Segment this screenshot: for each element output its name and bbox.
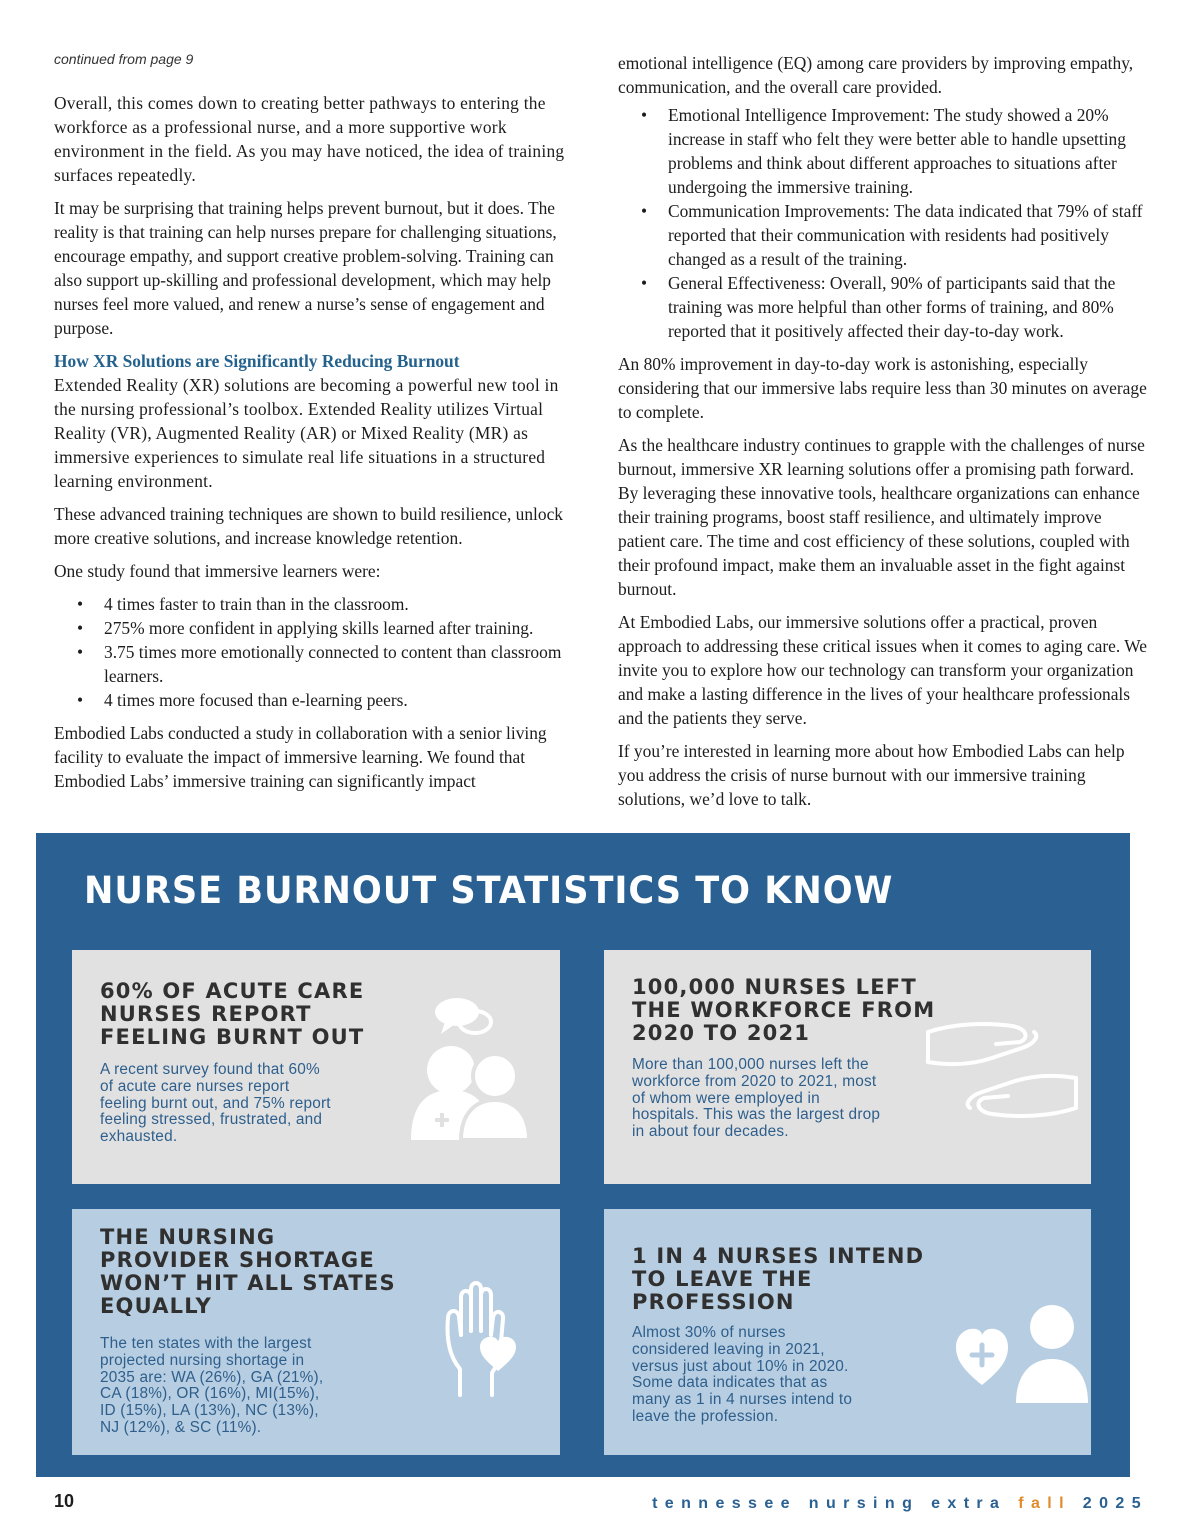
paragraph: Overall, this comes down to creating better pathways to entering the workforce as a professional nurse, and a more supportive work environment in the field. As you may have noticed, the idea of training surfaces repeatedly. — [54, 93, 565, 185]
list-item: • 275% more confident in applying skills learned after training. — [104, 616, 584, 640]
paragraph: At Embodied Labs, our immersive solutions offer a practical, proven approach to addressing these critical issues when it comes to aging care. We invite you to explore how our technology can transform your organization and make a lasting difference in the lives of your healthcare professionals and the patients they serve. — [618, 612, 1148, 728]
list-item: • Emotional Intelligence Improvement: The study showed a 20% increase in staff who felt they were better able to handle upsetting problems and think about different approaches to situations after undergoing the immersive training. — [668, 103, 1150, 199]
paragraph: Extended Reality (XR) solutions are becoming a powerful new tool in the nursing professional’s toolbox. Extended Reality utilizes Virtual Reality (VR), Augmented Reality (AR) or Mixed Reality (MR) as immersive experiences to simulate real life situations in a structured learning environment. — [54, 375, 559, 491]
infographic — [36, 833, 1130, 1477]
infographic-title: NURSE BURNOUT STATISTICS TO KNOW — [84, 869, 894, 912]
paragraph: emotional intelligence (EQ) among care providers by improving empathy, communication, and the overall care provided. — [618, 53, 1134, 97]
publication-name: tennessee nursing extra — [652, 1495, 1007, 1512]
list-item: • Communication Improvements: The data indicated that 79% of staff reported that their communication with residents had positively changed as a result of the training. — [668, 199, 1150, 271]
card-body: The ten states with the largest projected nursing shortage in 2035 are: WA (26%), GA (21%), CA (18%), OR (16%), MI(15%), ID (15%), LA (13%), NC (13%), NJ (12%), & SC (11%). — [100, 1335, 324, 1436]
stat-card-burnout — [72, 950, 560, 1184]
hand-heart-icon — [440, 1277, 530, 1397]
paragraph: It may be surprising that training helps prevent burnout, but it does. The reality is that training can help nurses prepare for challenging situations, encourage empathy, and support creative problem-solving. Training can also support up-skilling and professional development, which may help nurses feel more valued, and renew a nurse’s sense of engagement and purpose. — [54, 198, 557, 338]
paragraph: If you’re interested in learning more about how Embodied Labs can help you address the crisis of nurse burnout with our immersive training solutions, we’d love to talk. — [618, 741, 1125, 809]
bullet-list — [618, 103, 1150, 343]
page-number: 10 — [54, 1491, 75, 1511]
heart-person-icon — [952, 1303, 1092, 1403]
left-column — [54, 91, 584, 802]
card-body: Almost 30% of nurses considered leaving in 2021, versus just about 10% in 2020. Some data indicates that as many as 1 in 4 nurses intend to leave the profession. — [632, 1324, 853, 1425]
stat-card-intent — [604, 1209, 1091, 1455]
card-heading: 100,000 NURSES LEFT THE WORKFORCE FROM 2020 TO 2021 — [632, 975, 936, 1045]
stat-card-workforce — [604, 950, 1091, 1184]
right-column — [618, 51, 1150, 820]
card-body: More than 100,000 nurses left the workforce from 2020 to 2021, most of whom were employed in hospitals. This was the largest drop in about four decades. — [632, 1056, 881, 1141]
card-body: A recent survey found that 60% of acute care nurses report feeling burnt out, and 75% report feeling stressed, frustrated, and exhausted. — [100, 1061, 331, 1146]
nurses-chat-icon — [397, 990, 537, 1140]
card-heading: 1 IN 4 NURSES INTEND TO LEAVE THE PROFESSION — [632, 1244, 925, 1314]
list-item: • 4 times faster to train than in the classroom. — [104, 592, 584, 616]
list-item: • General Effectiveness: Overall, 90% of participants said that the training was more helpful than other forms of training, and 80% reported that it positively affected their day-to-day work. — [668, 271, 1150, 343]
bullet-list — [54, 592, 584, 712]
paragraph: Embodied Labs conducted a study in collaboration with a senior living facility to evaluate the impact of immersive learning. We found that Embodied Labs’ immersive training can significantly impact — [54, 723, 547, 791]
list-item: • 4 times more focused than e-learning peers. — [104, 688, 584, 712]
card-heading: 60% OF ACUTE CARE NURSES REPORT FEELING BURNT OUT — [100, 979, 365, 1049]
paragraph: As the healthcare industry continues to grapple with the challenges of nurse burnout, immersive XR learning solutions offer a promising path forward. By leveraging these innovative tools, healthcare organizations can enhance their training programs, boost staff resilience, and ultimately improve patient care. The time and cost efficiency of these solutions, coupled with their profound impact, make them an invaluable asset in the fight against burnout. — [618, 435, 1145, 599]
paragraph: These advanced training techniques are shown to build resilience, unlock more creative solutions, and increase knowledge retention. — [54, 504, 563, 548]
card-heading: THE NURSING PROVIDER SHORTAGE WON’T HIT ALL STATES EQUALLY — [100, 1225, 396, 1318]
section-heading: How XR Solutions are Significantly Reducing Burnout — [54, 351, 460, 371]
paragraph: An 80% improvement in day-to-day work is astonishing, especially considering that our immersive labs require less than 30 minutes on average to complete. — [618, 354, 1147, 422]
publication-year: 2025 — [1082, 1495, 1148, 1512]
list-item: • 3.75 times more emotionally connected to content than classroom learners. — [104, 640, 584, 688]
continued-note: continued from page 9 — [54, 51, 194, 67]
stat-card-shortage — [72, 1209, 560, 1455]
publication-season: fall — [1018, 1495, 1071, 1512]
hands-icon — [922, 1010, 1082, 1130]
paragraph: One study found that immersive learners were: — [54, 561, 381, 581]
footer-publication — [652, 1495, 1148, 1513]
